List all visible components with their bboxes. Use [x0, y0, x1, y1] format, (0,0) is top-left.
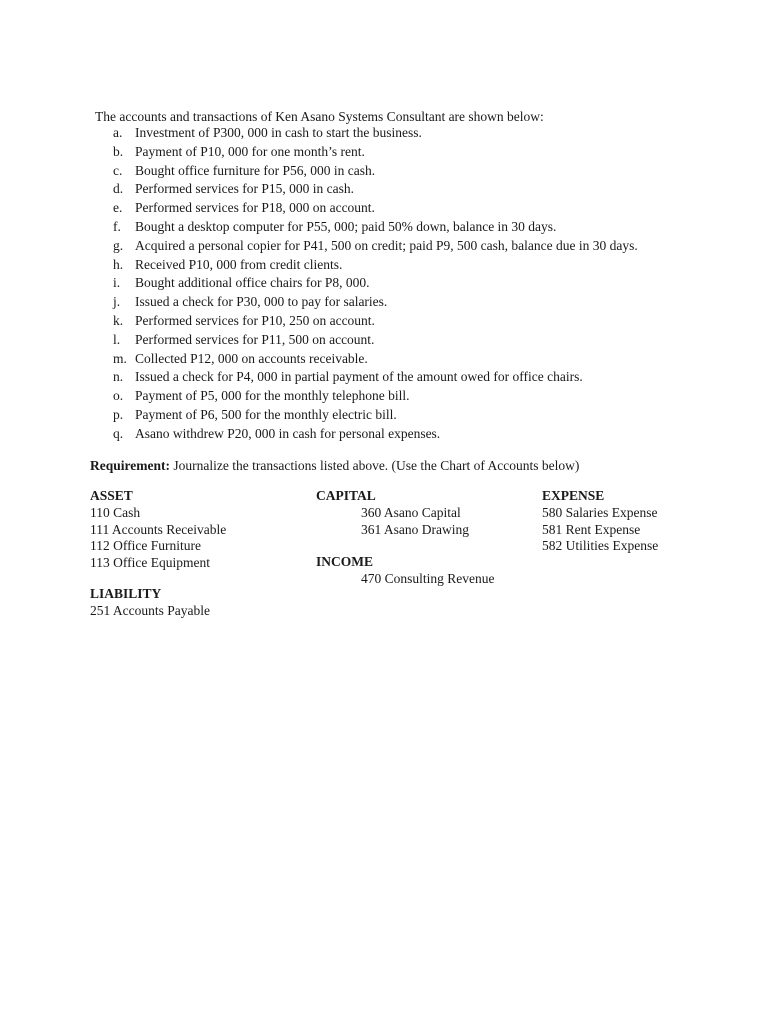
transaction-letter: p. — [113, 406, 124, 422]
transaction-item — [113, 331, 638, 350]
transaction-text: Performed services for P18, 000 on account. — [135, 200, 375, 216]
transaction-item — [113, 368, 638, 387]
transaction-text: Payment of P6, 500 for the monthly electric bill. — [135, 406, 397, 422]
transaction-letter: m. — [113, 350, 127, 366]
transaction-item — [113, 256, 638, 275]
transaction-letter: e. — [113, 200, 123, 216]
transaction-text: Performed services for P11, 500 on account. — [135, 331, 375, 347]
transaction-letter: b. — [113, 143, 124, 159]
transaction-item — [113, 162, 638, 181]
transaction-text: Performed services for P15, 000 in cash. — [135, 181, 354, 197]
account-item: 113 Office Equipment — [90, 554, 210, 570]
transaction-item — [113, 237, 638, 256]
requirement-line — [90, 457, 579, 476]
transaction-item — [113, 274, 638, 293]
transaction-text: Payment of P10, 000 for one month’s rent. — [135, 143, 365, 159]
income-accounts — [316, 553, 495, 588]
transaction-letter: j. — [113, 294, 121, 310]
transaction-text: Bought a desktop computer for P55, 000; paid 50% down, balance in 30 days. — [135, 218, 557, 234]
transaction-letter: o. — [113, 388, 124, 404]
intro-text: The accounts and transactions of Ken Asano Systems Consultant are shown below: — [95, 109, 544, 124]
transaction-item — [113, 406, 638, 425]
asset-heading: ASSET — [90, 488, 133, 503]
transaction-letter: c. — [113, 162, 123, 178]
transaction-item — [113, 312, 638, 331]
asset-accounts — [90, 487, 226, 571]
account-item: 111 Accounts Receivable — [90, 521, 227, 537]
expense-heading: EXPENSE — [542, 488, 605, 503]
income-heading: INCOME — [316, 554, 373, 569]
account-item: 251 Accounts Payable — [90, 603, 210, 618]
transaction-item — [113, 143, 638, 162]
transaction-letter: h. — [113, 256, 124, 272]
transaction-letter: i. — [113, 275, 121, 291]
transaction-text: Acquired a personal copier for P41, 500 on credit; paid P9, 500 cash, balance due in 30 days. — [135, 237, 638, 253]
account-item: 112 Office Furniture — [90, 538, 201, 553]
transaction-text: Asano withdrew P20, 000 in cash for personal expenses. — [135, 425, 441, 441]
transaction-list — [113, 124, 638, 444]
capital-heading: CAPITAL — [316, 488, 376, 503]
transaction-letter: q. — [113, 425, 124, 441]
transaction-item — [113, 425, 638, 444]
transaction-letter: k. — [113, 312, 124, 328]
transaction-text: Issued a check for P4, 000 in partial payment of the amount owed for office chairs. — [135, 369, 583, 385]
transaction-text: Issued a check for P30, 000 to pay for salaries. — [135, 294, 388, 310]
transaction-text: Received P10, 000 from credit clients. — [135, 256, 343, 272]
transaction-letter: a. — [113, 125, 123, 140]
requirement-label: Requirement: — [90, 458, 170, 473]
account-item: 361 Asano Drawing — [361, 521, 469, 537]
account-item: 582 Utilities Expense — [542, 538, 659, 553]
transaction-letter: f. — [113, 218, 121, 234]
liability-heading: LIABILITY — [90, 586, 162, 601]
transaction-letter: l. — [113, 331, 121, 347]
transaction-letter: n. — [113, 369, 124, 385]
account-item: 581 Rent Expense — [542, 521, 641, 537]
capital-accounts — [316, 487, 469, 538]
transaction-item — [113, 350, 638, 369]
transaction-text: Performed services for P10, 250 on account. — [135, 312, 375, 328]
requirement-text: Journalize the transactions listed above. (Use the Chart of Accounts below) — [170, 458, 580, 473]
transaction-letter: g. — [113, 237, 124, 253]
account-item: 110 Cash — [90, 505, 141, 520]
transaction-item — [113, 180, 638, 199]
transaction-item — [113, 387, 638, 406]
transaction-letter: d. — [113, 181, 124, 197]
transaction-item — [113, 124, 638, 143]
transaction-item — [113, 218, 638, 237]
transaction-text: Investment of P300, 000 in cash to start the business. — [135, 125, 422, 140]
expense-accounts — [542, 487, 658, 555]
transaction-text: Bought additional office chairs for P8, 000. — [135, 275, 370, 291]
transaction-text: Collected P12, 000 on accounts receivable. — [135, 350, 368, 366]
account-item: 580 Salaries Expense — [542, 505, 658, 520]
account-item: 470 Consulting Revenue — [361, 571, 495, 586]
transaction-text: Payment of P5, 000 for the monthly telephone bill. — [135, 388, 410, 404]
transaction-text: Bought office furniture for P56, 000 in cash. — [135, 162, 376, 178]
account-item: 360 Asano Capital — [361, 505, 461, 520]
transaction-item — [113, 293, 638, 312]
transaction-item — [113, 199, 638, 218]
liability-accounts — [90, 585, 210, 620]
